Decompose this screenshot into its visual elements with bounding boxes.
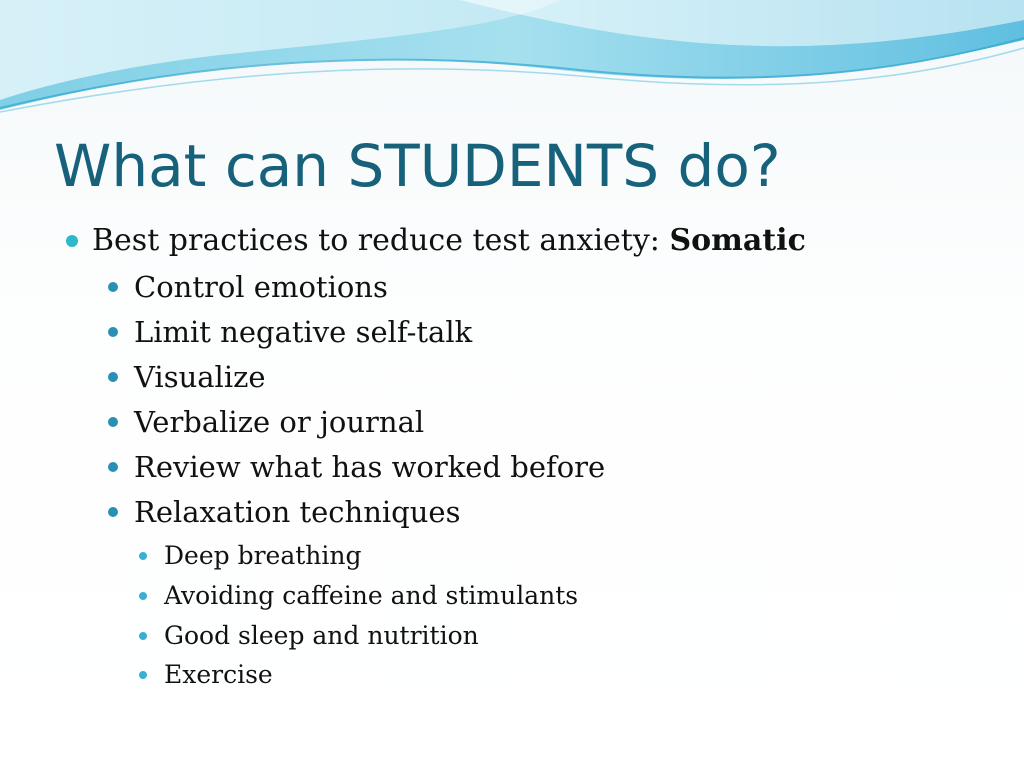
list-item-level2: Limit negative self-talk: [134, 315, 473, 349]
slide-title: What can STUDENTS do?: [54, 132, 781, 200]
list-item-level2: Relaxation techniques: [134, 495, 461, 529]
bullet-dot-icon: [139, 671, 147, 679]
bullet-dot-icon: [139, 552, 147, 560]
bullet-dot-icon: [108, 282, 118, 292]
list-item-level3: Exercise: [164, 660, 273, 689]
list-item-level2: Verbalize or journal: [134, 405, 425, 439]
bullet-dot-icon: [108, 462, 118, 472]
list-item-level3: Good sleep and nutrition: [164, 621, 479, 650]
bullet-dot-icon: [108, 417, 118, 427]
bullet-dot-icon: [108, 327, 118, 337]
list-item-level1: [92, 223, 806, 259]
bullet-dot-icon: [66, 235, 78, 247]
bullet-dot-icon: [108, 507, 118, 517]
bullet-emphasis: Somatic: [669, 223, 806, 258]
bullet-dot-icon: [108, 372, 118, 382]
list-item-level3: Deep breathing: [164, 541, 362, 570]
list-item-level2: Control emotions: [134, 270, 388, 304]
list-item-level3: Avoiding caffeine and stimulants: [164, 581, 579, 610]
bullet-dot-icon: [139, 592, 147, 600]
bullet-text: Best practices to reduce test anxiety:: [92, 223, 670, 258]
bullet-dot-icon: [139, 632, 147, 640]
list-item-level2: Review what has worked before: [134, 450, 606, 484]
list-item-level2: Visualize: [134, 360, 266, 394]
